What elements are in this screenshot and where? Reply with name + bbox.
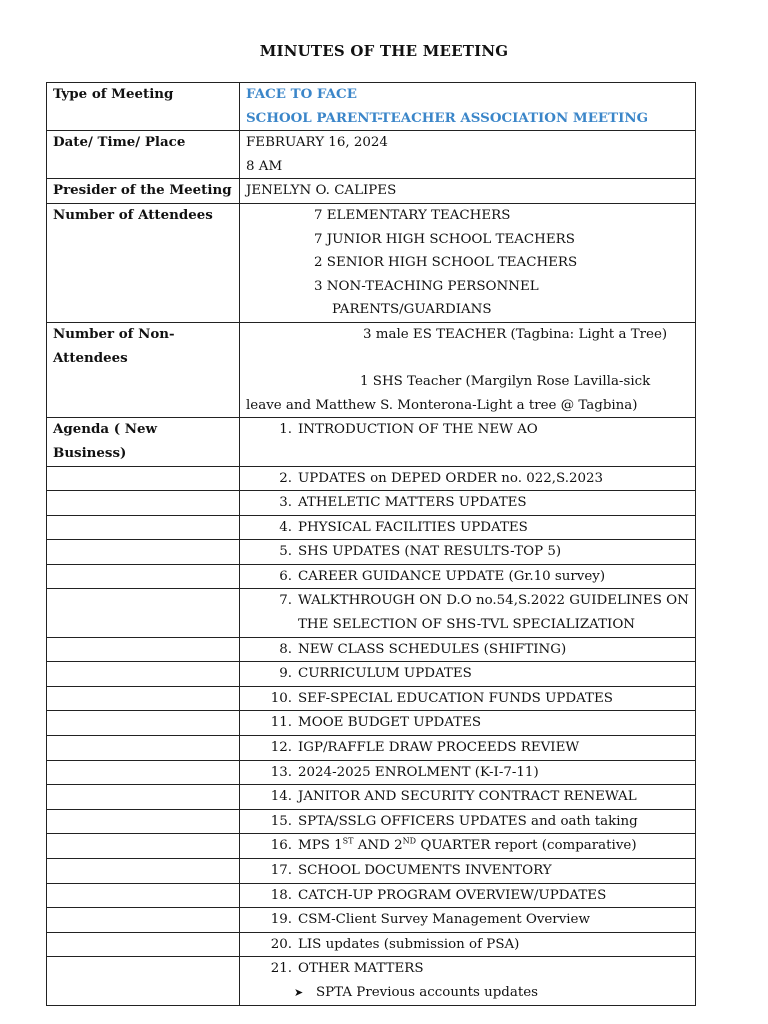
- agenda-text: ATHELETIC MATTERS UPDATES: [298, 495, 527, 511]
- agenda-number: 6.: [279, 568, 292, 584]
- agenda-number: 13.: [270, 764, 292, 780]
- superscript: ST: [342, 836, 354, 846]
- non-attendee-line: 1 SHS Teacher (Margilyn Rose Lavilla-sick: [360, 374, 651, 390]
- agenda-item: [240, 711, 696, 736]
- agenda-item: [240, 540, 696, 565]
- agenda-row: [47, 564, 696, 589]
- agenda-text: PHYSICAL FACILITIES UPDATES: [298, 519, 528, 535]
- value-non-attendees: [240, 322, 696, 417]
- agenda-text: IGP/RAFFLE DRAW PROCEEDS REVIEW: [298, 740, 580, 756]
- agenda-row: [47, 589, 696, 637]
- agenda-row: [47, 957, 696, 1005]
- agenda-item: [240, 418, 696, 466]
- agenda-text: JANITOR AND SECURITY CONTRACT RENEWAL: [298, 789, 637, 805]
- agenda-text: OTHER MATTERS: [298, 961, 424, 977]
- value-presider: JENELYN O. CALIPES: [240, 179, 696, 204]
- agenda-number: 3.: [279, 495, 292, 511]
- agenda-row: [47, 637, 696, 662]
- agenda-number: 16.: [270, 838, 292, 854]
- agenda-text: CAREER GUIDANCE UPDATE (Gr.10 survey): [298, 568, 606, 584]
- agenda-number: 11.: [270, 715, 292, 731]
- agenda-text: [298, 834, 689, 858]
- agenda-row: [47, 859, 696, 884]
- agenda-text: CSM-Client Survey Management Overview: [298, 912, 590, 928]
- label-non-attendees: Number of Non-Attendees: [47, 322, 240, 417]
- agenda-text: WALKTHROUGH ON D.O no.54,S.2022 GUIDELINES ON THE SELECTION OF SHS-TVL SPECIALIZATION: [298, 593, 689, 633]
- agenda-number: 2.: [279, 470, 292, 486]
- agenda-item: [240, 809, 696, 834]
- agenda-subitem-text: SPTA Previous accounts updates: [316, 984, 539, 1000]
- agenda-text: SPTA/SSLG OFFICERS UPDATES and oath taking: [298, 813, 638, 829]
- non-attendee-line: 3 male ES TEACHER (Tagbina: Light a Tree): [363, 326, 668, 342]
- agenda-row: [47, 466, 696, 491]
- row-non-attendees: [47, 322, 696, 417]
- agenda-text-part: QUARTER report (comparative): [416, 838, 637, 854]
- agenda-number: 19.: [270, 912, 292, 928]
- agenda-item: [240, 908, 696, 933]
- meeting-mode: FACE TO FACE: [246, 86, 357, 102]
- agenda-item: [240, 736, 696, 761]
- agenda-row: [47, 711, 696, 736]
- agenda-row: [47, 491, 696, 516]
- agenda-item: [240, 662, 696, 687]
- attendee-line: 7 JUNIOR HIGH SCHOOL TEACHERS: [314, 231, 575, 247]
- non-attendee-line: leave and Matthew S. Monterona-Light a tree @ Tagbina): [246, 397, 638, 413]
- label-presider: Presider of the Meeting: [47, 179, 240, 204]
- agenda-text: INTRODUCTION OF THE NEW AO: [298, 422, 538, 438]
- agenda-item: [240, 760, 696, 785]
- agenda-number: 17.: [270, 863, 292, 878]
- label-type-of-meeting: Type of Meeting: [47, 83, 240, 131]
- agenda-item: [240, 515, 696, 540]
- agenda-number: 10.: [270, 690, 292, 706]
- agenda-number: 21.: [270, 961, 292, 977]
- attendee-line: 3 NON-TEACHING PERSONNEL: [314, 278, 539, 294]
- agenda-text: SHS UPDATES (NAT RESULTS-TOP 5): [298, 544, 562, 560]
- agenda-text: NEW CLASS SCHEDULES (SHIFTING): [298, 641, 567, 657]
- agenda-text: UPDATES on DEPED ORDER no. 022,S.2023: [298, 470, 604, 486]
- agenda-row: [47, 662, 696, 687]
- row-date-time-place: [47, 131, 696, 179]
- attendee-line: 2 SENIOR HIGH SCHOOL TEACHERS: [314, 255, 578, 271]
- agenda-text-part: MPS 1: [298, 838, 343, 854]
- label-attendees: Number of Attendees: [47, 203, 240, 322]
- agenda-number: 18.: [270, 887, 292, 903]
- agenda-number: 5.: [279, 544, 292, 560]
- spacer: [246, 347, 689, 371]
- document-title: MINUTES OF THE MEETING: [259, 42, 509, 60]
- row-type-of-meeting: [47, 83, 696, 131]
- agenda-number: 15.: [270, 813, 292, 829]
- meeting-time: 8 AM: [246, 158, 283, 174]
- agenda-row: [47, 883, 696, 908]
- superscript: ND: [402, 836, 417, 846]
- agenda-number: 9.: [279, 666, 292, 682]
- agenda-row: [47, 515, 696, 540]
- agenda-text-part: AND 2: [353, 838, 403, 854]
- agenda-text: LIS updates (submission of PSA): [298, 936, 520, 952]
- agenda-row: [47, 908, 696, 933]
- agenda-item: [240, 859, 696, 884]
- agenda-item: [240, 686, 696, 711]
- agenda-number: 20.: [270, 936, 292, 952]
- agenda-row: [47, 540, 696, 565]
- agenda-text: CURRICULUM UPDATES: [298, 666, 472, 682]
- agenda-subitem: [246, 981, 689, 1005]
- agenda-row: [47, 834, 696, 859]
- agenda-number: 1.: [279, 422, 292, 438]
- agenda-item: [240, 834, 696, 859]
- meeting-name: SCHOOL PARENT-TEACHER ASSOCIATION MEETING: [246, 109, 649, 126]
- agenda-row: [47, 932, 696, 957]
- value-date-time-place: [240, 131, 696, 179]
- agenda-text: SEF-SPECIAL EDUCATION FUNDS UPDATES: [298, 690, 613, 706]
- agenda-number: 4.: [279, 519, 292, 535]
- agenda-row: [47, 809, 696, 834]
- agenda-item: [240, 957, 696, 1005]
- agenda-row: [47, 686, 696, 711]
- agenda-item: [240, 491, 696, 516]
- row-presider: [47, 179, 696, 204]
- agenda-number: 12.: [270, 740, 292, 756]
- minutes-table: [46, 82, 696, 1006]
- agenda-row: [47, 736, 696, 761]
- agenda-number: 14.: [270, 789, 292, 805]
- value-attendees: [240, 203, 696, 322]
- row-attendees: [47, 203, 696, 322]
- agenda-text: MOOE BUDGET UPDATES: [298, 715, 482, 731]
- agenda-item: [240, 466, 696, 491]
- agenda-number: 8.: [279, 641, 292, 657]
- agenda-row: [47, 785, 696, 810]
- attendee-line: 7 ELEMENTARY TEACHERS: [314, 207, 511, 223]
- agenda-text: SCHOOL DOCUMENTS INVENTORY: [298, 863, 552, 878]
- agenda-item: [240, 883, 696, 908]
- arrow-bullet-icon: ➤: [294, 985, 304, 999]
- label-date-time-place: Date/ Time/ Place: [47, 131, 240, 179]
- agenda-text: CATCH-UP PROGRAM OVERVIEW/UPDATES: [298, 887, 607, 903]
- label-agenda: Agenda ( New Business): [47, 418, 240, 466]
- agenda-item: [240, 932, 696, 957]
- agenda-item: [240, 785, 696, 810]
- value-type-of-meeting: [240, 83, 696, 131]
- agenda-item: [240, 637, 696, 662]
- attendee-line: PARENTS/GUARDIANS: [332, 302, 492, 318]
- agenda-item: [240, 589, 696, 637]
- agenda-item: [240, 564, 696, 589]
- agenda-number: 7.: [279, 593, 292, 609]
- meeting-date: FEBRUARY 16, 2024: [246, 135, 388, 151]
- agenda-row: [47, 760, 696, 785]
- agenda-text: 2024-2025 ENROLMENT (K-I-7-11): [298, 764, 539, 780]
- agenda-row: [47, 418, 696, 466]
